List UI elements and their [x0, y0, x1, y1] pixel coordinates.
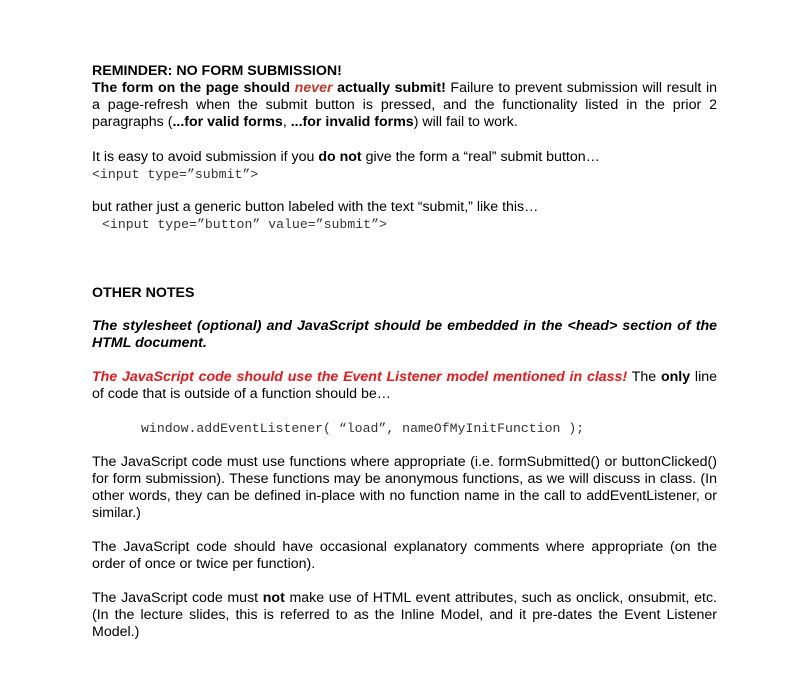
- reminder-p1-text: Failure to prevent submission will result in a page-refresh when the submit button is pressed, and the functionality listed in the prior 2 paragraphs (: [92, 80, 718, 130]
- reminder-heading: [92, 63, 717, 80]
- reminder-p1-comma: ,: [282, 114, 291, 130]
- code-add-event-listener: window.addEventListener( “load”, nameOfMyInitFunction );: [141, 421, 585, 436]
- other-notes-heading-text: OTHER NOTES: [92, 285, 195, 301]
- reminder-p1-end: ) will fail to work.: [413, 114, 518, 130]
- reminder-p1-bold-a: The form on the page should: [92, 80, 295, 96]
- other-notes-heading: [92, 285, 717, 302]
- event-listener-warning: The JavaScript code should use the Event Listener model mentioned in class!: [92, 369, 628, 385]
- reminder-p2-text-a: It is easy to avoid submission if you: [92, 149, 319, 165]
- reminder-p1-valid: ...for valid forms: [172, 114, 283, 130]
- reminder-p2-bold: do not: [318, 149, 362, 165]
- other-notes-paragraph-3: The JavaScript code must use functions where appropriate (i.e. formSubmitted() or buttonClicked() for form submission). These functions may be anonymous functions, as we will discuss in class. (In other words, they can be defined in-place with no function name in the call to addEventListener, or similar.): [92, 454, 717, 521]
- reminder-paragraph-1: [92, 80, 717, 131]
- reminder-p1-invalid: ...for invalid forms: [290, 114, 414, 130]
- other-notes-p5-text-b: make use of HTML event attributes, such as onclick, onsubmit, etc. (In the lecture slides, this is referred to as the Inline Model, and it pre-dates the Event Listener Model.): [92, 590, 717, 640]
- reminder-paragraph-3: but rather just a generic button labeled with the text “submit,” like this…: [92, 199, 539, 215]
- other-notes-p5-text-a: The JavaScript code must: [92, 590, 263, 606]
- other-notes-paragraph-4: The JavaScript code should have occasional explanatory comments where appropriate (on the order of once or twice per function).: [92, 539, 717, 572]
- other-notes-paragraph-2: [92, 369, 717, 403]
- other-notes-p2-text-b: line of code that is outside of a function should be…: [92, 369, 718, 402]
- reminder-p1-bold-b: actually submit!: [332, 80, 446, 96]
- other-notes-p2-text-a: The: [627, 369, 661, 385]
- reminder-p1-never: never: [294, 80, 333, 96]
- other-notes-paragraph-1: The stylesheet (optional) and JavaScript should be embedded in the <head> section of the HTML document.: [92, 318, 717, 351]
- code-submit-input: <input type=”submit”>: [92, 167, 259, 182]
- reminder-p2-text-b: give the form a “real” submit button…: [361, 149, 600, 165]
- other-notes-paragraph-5: [92, 590, 717, 641]
- code-button-input: <input type=”button” value=”submit”>: [102, 217, 387, 232]
- reminder-heading-text: REMINDER: NO FORM SUBMISSION!: [92, 63, 342, 79]
- other-notes-p5-not: not: [262, 590, 285, 606]
- other-notes-p2-only: only: [660, 369, 691, 385]
- reminder-paragraph-2: [92, 149, 717, 166]
